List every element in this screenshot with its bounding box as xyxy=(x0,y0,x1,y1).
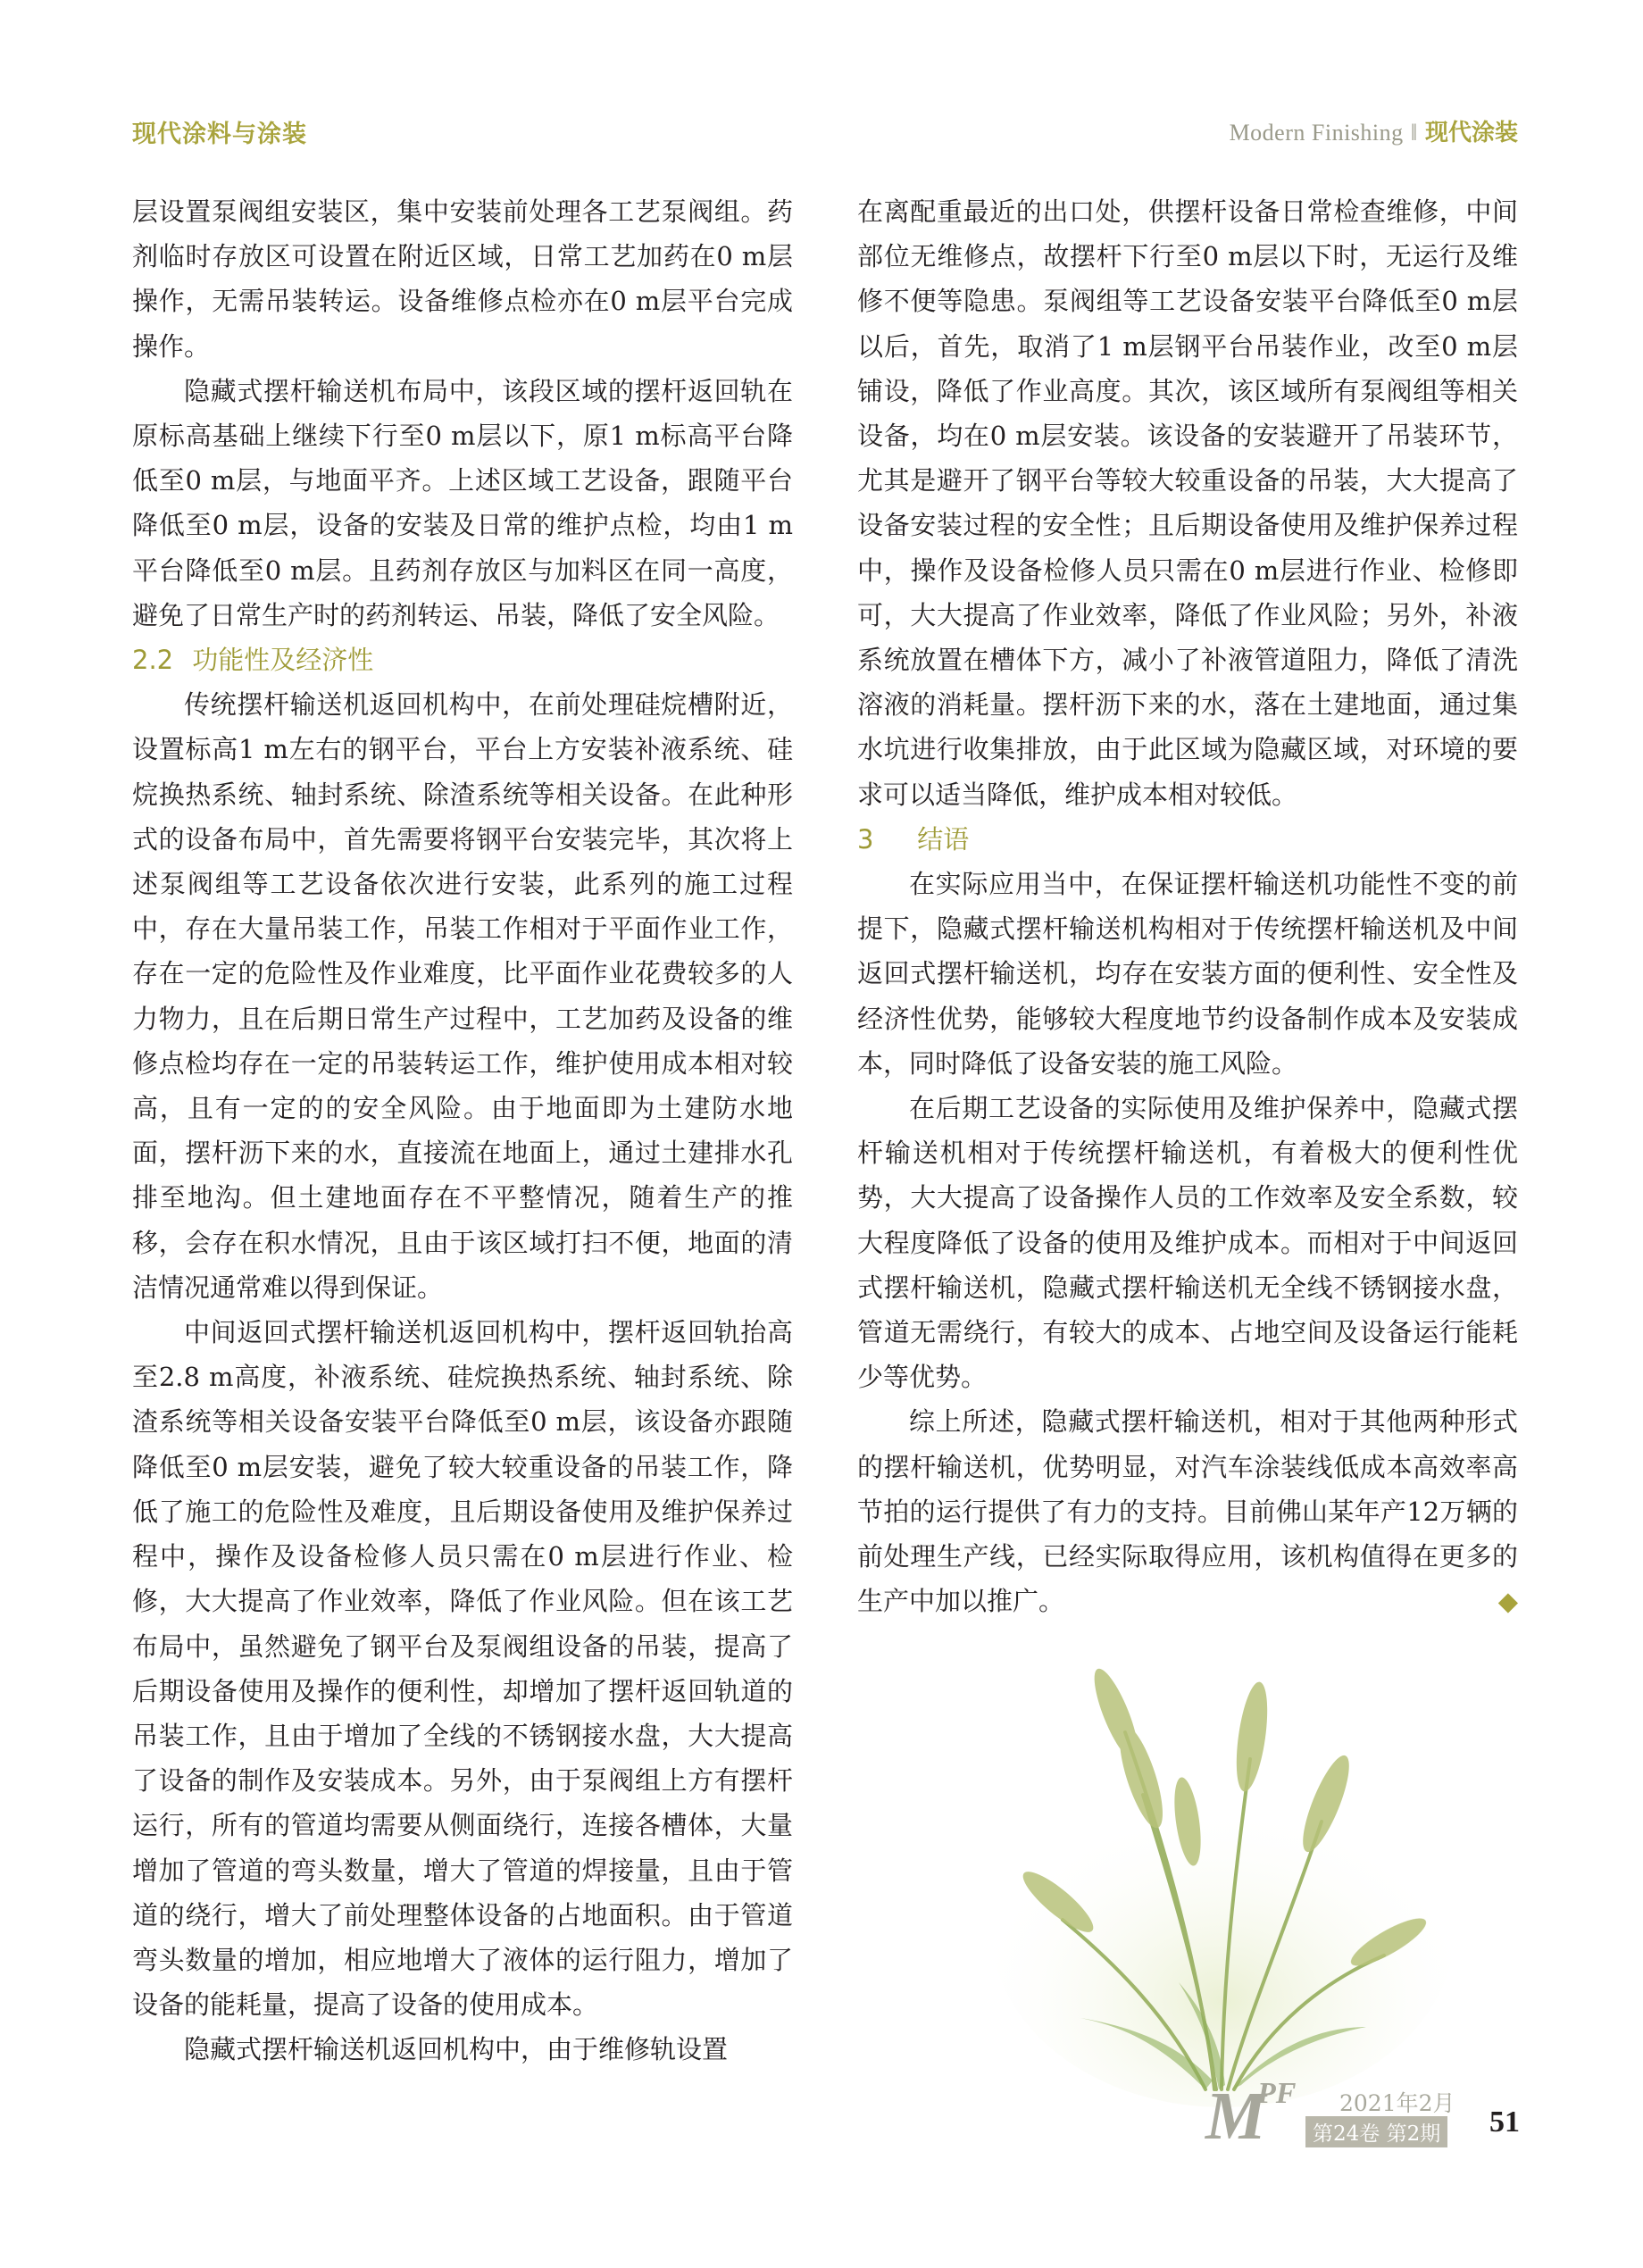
paragraph: 隐藏式摆杆输送机返回机构中，由于维修轨设置 xyxy=(184,2034,729,2065)
paragraph: 在离配重最近的出口处，供摆杆设备日常检查维修，中间部位无维修点，故摆杆下行至0 m层以下时，无运行及维修不便等隐患。泵阀组等工艺设备安装平台降低至0 m层以后，首先，取消了1 m层钢平台吊装作业，改至0 m层铺设，降低了作业高度。其次，该区域所有泵阀组等相关设备，均在0 m层安装。该设备的安装避开了吊装环节，尤其是避开了钢平台等较大较重设备的吊装，大大提高了设备安装过程的安全性；且后期设备使用及维护保养过程中，操作及设备检修人员只需在0 m层进行作业、检修即可，大大提高了作业效率，降低了作业风险；另外，补液系统放置在槽体下方，减小了补液管道阻力，降低了清洗溶液的消耗量。摆杆沥下来的水，落在土建地面，通过集水坑进行收集排放，由于此区域为隐藏区域，对环境的要求可以适当降低，维护成本相对较低。 xyxy=(857,196,1518,810)
section-number: 2.2 xyxy=(132,645,174,676)
end-mark-icon: ◆ xyxy=(1497,1586,1518,1617)
paragraph: 在实际应用当中，在保证摆杆输送机功能性不变的前提下，隐藏式摆杆输送机构相对于传统摆杆输送机及中间返回式摆杆输送机，均存在安装方面的便利性、安全性及经济性优势，能够较大程度地节约设备制作成本及安装成本，同时降低了设备安装的施工风险。 xyxy=(857,869,1518,1079)
paragraph-text: 综上所述，隐藏式摆杆输送机，相对于其他两种形式的摆杆输送机，优势明显，对汽车涂装线低成本高效率高节拍的运行提供了有力的支持。目前佛山某年产12万辆的前处理生产线，已经实际取得应用，该机构值得在更多的生产中加以推广。 xyxy=(857,1406,1518,1617)
paragraph: 传统摆杆输送机返回机构中，在前处理硅烷槽附近，设置标高1 m左右的钢平台，平台上方安装补液系统、硅烷换热系统、轴封系统、除渣系统等相关设备。在此种形式的设备布局中，首先需要将钢平台安装完毕，其次将上述泵阀组等工艺设备依次进行安装，此系列的施工过程中，存在大量吊装工作，吊装工作相对于平面作业工作，存在一定的危险性及作业难度，比平面作业花费较多的人力物力，且在后期日常生产过程中，工艺加药及设备的维修点检均存在一定的吊装转运工作，维护使用成本相对较高，且有一定的的安全风险。由于地面即为土建防水地面，摆杆沥下来的水，直接流在地面上，通过土建排水孔排至地沟。但土建地面存在不平整情况，随着生产的推移，会存在积水情况，且由于该区域打扫不便，地面的清洁情况通常难以得到保证。 xyxy=(132,689,793,1303)
section-title: 结语 xyxy=(917,823,970,855)
issue-date: 2021年2月 xyxy=(1339,2090,1455,2116)
paragraph xyxy=(857,1399,1518,1623)
section-heading xyxy=(132,638,793,682)
running-header xyxy=(1230,114,1518,147)
paragraph: 层设置泵阀组安装区，集中安装前处理各工艺泵阀组。药剂临时存放区可设置在附近区域，日常工艺加药在0 m层操作，无需吊装转运。设备维修点检亦在0 m层平台完成操作。 xyxy=(132,196,793,362)
left-column xyxy=(132,189,793,2072)
page-footer xyxy=(1205,2077,1520,2154)
grass-plant-icon xyxy=(982,1625,1464,2107)
header-separator: ‖ xyxy=(1410,120,1418,146)
journal-title: 现代涂料与涂装 xyxy=(132,121,307,148)
journal-logo-pf: PF xyxy=(1257,2077,1297,2110)
section-title: 功能性及经济性 xyxy=(192,645,374,676)
section-number: 3 xyxy=(857,823,874,855)
paragraph: 在后期工艺设备的实际使用及维护保养中，隐藏式摆杆输送机相对于传统摆杆输送机，有着极大的便利性优势，大大提高了设备操作人员的工作效率及安全系数，较大程度降低了设备的使用及维护成本。而相对于中间返回式摆杆输送机，隐藏式摆杆输送机无全线不锈钢接水盘，管道无需绕行，有较大的成本、占地空间及设备运行能耗少等优势。 xyxy=(857,1093,1518,1393)
journal-title-en: Modern Finishing xyxy=(1229,120,1404,146)
section-heading xyxy=(857,817,1518,862)
paragraph: 隐藏式摆杆输送机布局中，该段区域的摆杆返回轨在原标高基础上继续下行至0 m层以下，原1 m标高平台降低至0 m层，与地面平齐。上述区域工艺设备，跟随平台降低至0 m层，设备的安装及日常的维护点检，均由1 m平台降低至0 m层。且药剂存放区与加料区在同一高度，避免了日常生产时的药剂转运、吊装，降低了安全风险。 xyxy=(132,375,793,630)
issue-volume: 第24卷 第2期 xyxy=(1305,2116,1447,2147)
right-column xyxy=(857,189,1518,1624)
journal-logo: M xyxy=(1205,2079,1266,2154)
page-number: 51 xyxy=(1489,2105,1520,2139)
paragraph: 中间返回式摆杆输送机返回机构中，摆杆返回轨抬高至2.8 m高度，补液系统、硅烷换热系统、轴封系统、除渣系统等相关设备安装平台降低至0 m层，该设备亦跟随降低至0 m层安装，避免了较大较重设备的吊装工作，降低了施工的危险性及难度，且后期设备使用及维护保养过程中，操作及设备检修人员只需在0 m层进行作业、检修，大大提高了作业效率，降低了作业风险。但在该工艺布局中，虽然避免了钢平台及泵阀组设备的吊装，提高了后期设备使用及操作的便利性，却增加了摆杆返回轨道的吊装工作，且由于增加了全线的不锈钢接水盘，大大提高了设备的制作及安装成本。另外，由于泵阀组上方有摆杆运行，所有的管道均需要从侧面绕行，连接各槽体，大量增加了管道的弯头数量，增大了管道的焊接量，且由于管道的绕行，增大了前处理整体设备的占地面积。由于管道弯头数量的增加，相应地增大了液体的运行阻力，增加了设备的能耗量，提高了设备的使用成本。 xyxy=(132,1317,793,2021)
journal-title-zh: 现代涂装 xyxy=(1424,120,1518,146)
